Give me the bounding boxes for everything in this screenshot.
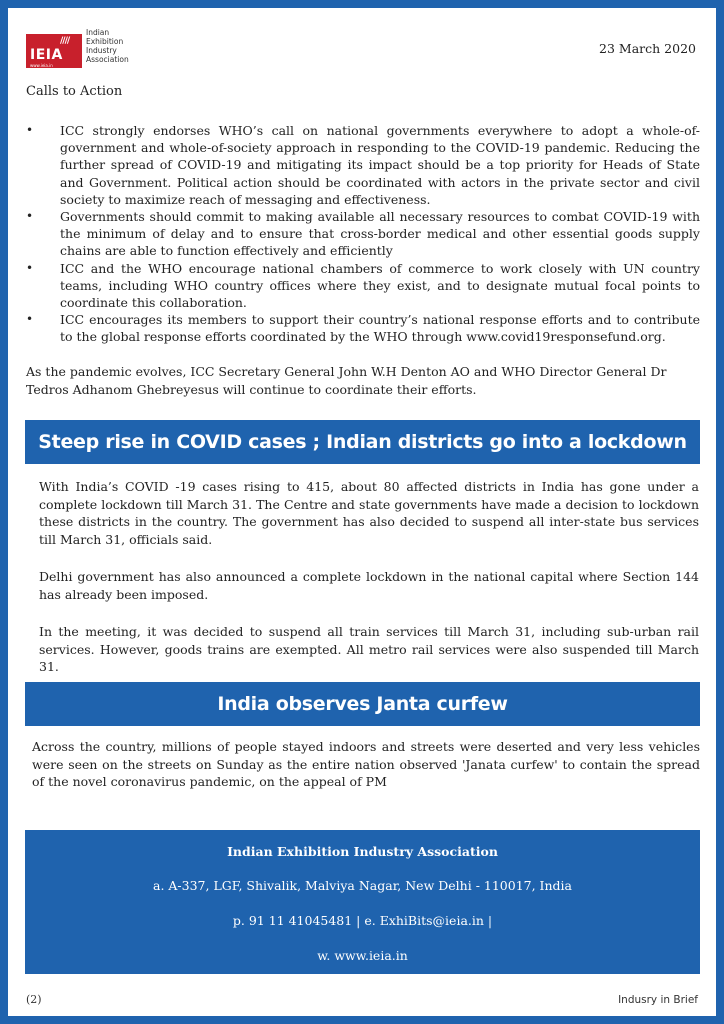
list-item [26, 122, 700, 208]
bullet-text: Governments should commit to making available all necessary resources to combat COVID-19 with the minimum of delay and to ensure that cross-border medical and other essential goods supply chains are able to function effectively and efficiently [60, 209, 700, 259]
logo-line: Exhibition [86, 37, 124, 46]
calls-to-action-heading: Calls to Action [26, 84, 123, 99]
calls-to-action-list [26, 122, 700, 346]
logo-mark [26, 34, 82, 68]
logo-wordmark [86, 28, 146, 64]
cta-closing-paragraph: As the pandemic evolves, ICC Secretary General John W.H Denton AO and WHO Director General Dr Tedros Adhanom Ghebreyesus will continue to coordinate their efforts. [26, 364, 667, 397]
ieia-logo [26, 28, 136, 72]
newsletter-page [8, 8, 716, 1016]
footer-address: a. A-337, LGF, Shivalik, Malviya Nagar, New Delhi - 110017, India [153, 878, 572, 893]
footer-website: w. www.ieia.in [317, 948, 408, 963]
bullet-icon: • [26, 312, 34, 327]
bullet-icon: • [26, 209, 34, 224]
bullet-text: ICC strongly endorses WHO’s call on national governments everywhere to adopt a whole-of- government and whole-of-society approach in responding to the COVID-19 pandemic. Reducing the further spread of COVID-19 and mitigating its impact should be a top priority for Heads of State and Government. Political action should be coordinated with actors in the private sector and civil society to maximize reach of messaging and effectiveness. [60, 123, 700, 207]
list-item [26, 260, 700, 312]
issue-date: 23 March 2020 [599, 41, 696, 56]
section-heading-janta-curfew: India observes Janta curfew [25, 682, 700, 726]
bullet-icon: • [26, 123, 34, 137]
publication-name: Indusry in Brief [618, 994, 698, 1006]
footer-org-name: Indian Exhibition Industry Association [227, 844, 498, 859]
logo-slashes: //// [60, 36, 70, 46]
lockdown-paragraph: With India’s COVID -19 cases rising to 415, about 80 affected districts in India has gone under a complete lockdown till March 31. The Centre and state governments have made a decision to lockdown these districts in the country. The government has also decided to suspend all inter-state bus services till March 31, officials said. [39, 479, 699, 547]
logo-abbreviation: IEIA [30, 47, 63, 63]
contact-footer [25, 830, 700, 974]
bullet-text: ICC and the WHO encourage national chambers of commerce to work closely with UN country teams, including WHO country offices where they exist, and to designate mutual focal points to coordinate this collaboration. [60, 260, 700, 311]
bullet-icon: • [26, 260, 34, 275]
logo-line: Industry [86, 46, 117, 55]
logo-line: Association [86, 55, 129, 64]
footer-contact: p. 91 11 41045481 | e. ExhiBits@ieia.in | [232, 913, 493, 928]
list-item [26, 311, 700, 345]
janta-curfew-paragraph: Across the country, millions of people stayed indoors and streets were deserted and very less vehicles were seen on the streets on Sunday as the entire nation observed 'Janata curfew' to contain the spread of the novel coronavirus pandemic, on the appeal of PM [32, 739, 700, 789]
lockdown-paragraph: Delhi government has also announced a complete lockdown in the national capital where Section 144 has already been imposed. [39, 569, 699, 602]
logo-url: www.ieia.in [30, 63, 53, 68]
page-number: (2) [26, 993, 42, 1006]
lockdown-paragraph: In the meeting, it was decided to suspend all train services till March 31, including sub-urban rail services. However, goods trains are exempted. All metro rail services were also suspended till March 31. [39, 624, 699, 674]
logo-line: Indian [86, 28, 110, 37]
section-heading-lockdown: Steep rise in COVID cases ; Indian districts go into a lockdown [25, 420, 700, 464]
bullet-text: ICC encourages its members to support their country’s national response efforts and to contribute to the global response efforts coordinated by the WHO through www.covid19responsefund.org. [60, 312, 700, 345]
list-item [26, 208, 700, 260]
